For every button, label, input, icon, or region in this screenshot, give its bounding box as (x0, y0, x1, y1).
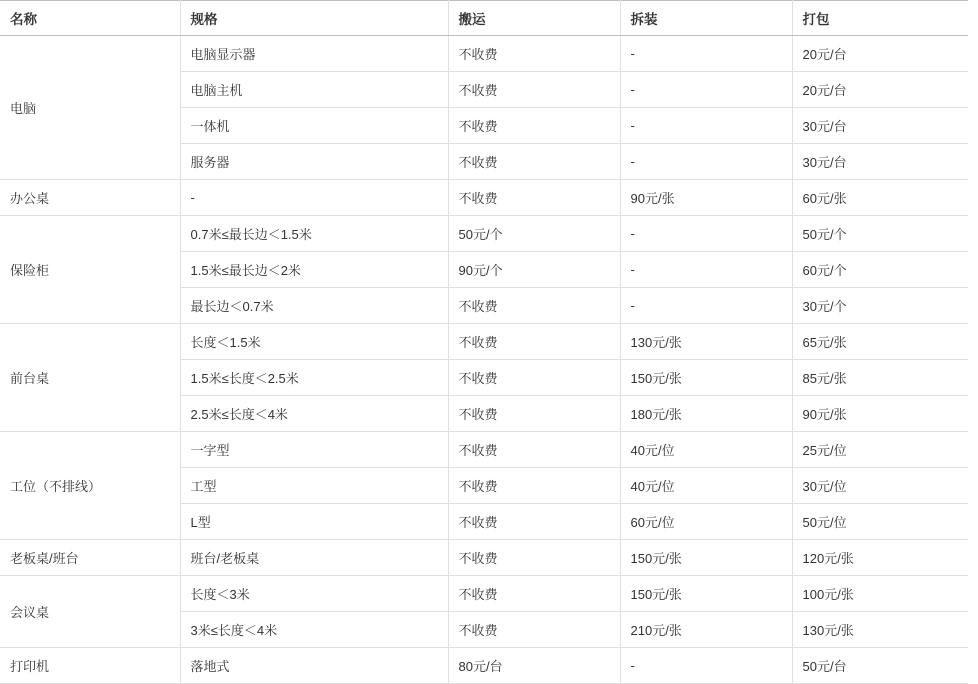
table-row (0, 432, 968, 468)
column-header-name: 名称 (0, 1, 180, 36)
row-group-name: 保险柜 (0, 216, 180, 324)
cell-move: 不收费 (448, 360, 620, 396)
table-row (0, 648, 968, 684)
table-header-row (0, 1, 968, 36)
cell-spec: 1.5米≤长度＜2.5米 (180, 360, 448, 396)
row-group-name: 电脑 (0, 36, 180, 180)
cell-spec: 电脑主机 (180, 72, 448, 108)
column-header-pack: 打包 (792, 1, 968, 36)
cell-disassemble: 210元/张 (620, 612, 792, 648)
row-group-name: 前台桌 (0, 324, 180, 432)
cell-disassemble: - (620, 216, 792, 252)
cell-pack: 20元/台 (792, 36, 968, 72)
table-row (0, 324, 968, 360)
cell-spec: 3米≤长度＜4米 (180, 612, 448, 648)
cell-spec: 2.5米≤长度＜4米 (180, 396, 448, 432)
cell-pack: 50元/个 (792, 216, 968, 252)
cell-spec: 1.5米≤最长边＜2米 (180, 252, 448, 288)
cell-disassemble: 90元/张 (620, 180, 792, 216)
cell-move: 不收费 (448, 468, 620, 504)
cell-disassemble: - (620, 252, 792, 288)
cell-pack: 60元/张 (792, 180, 968, 216)
cell-disassemble: 40元/位 (620, 432, 792, 468)
cell-move: 不收费 (448, 324, 620, 360)
table-row (0, 576, 968, 612)
cell-pack: 120元/张 (792, 540, 968, 576)
cell-spec: 一体机 (180, 108, 448, 144)
cell-pack: 20元/台 (792, 72, 968, 108)
cell-disassemble: 150元/张 (620, 576, 792, 612)
cell-move: 50元/个 (448, 216, 620, 252)
cell-spec: 长度＜3米 (180, 576, 448, 612)
cell-pack: 85元/张 (792, 360, 968, 396)
cell-move: 不收费 (448, 180, 620, 216)
cell-spec: 电脑显示器 (180, 36, 448, 72)
cell-disassemble: 40元/位 (620, 468, 792, 504)
row-group-name: 工位（不排线） (0, 432, 180, 540)
cell-move: 不收费 (448, 144, 620, 180)
cell-move: 不收费 (448, 108, 620, 144)
cell-move: 不收费 (448, 288, 620, 324)
cell-pack: 25元/位 (792, 432, 968, 468)
row-group-name: 打印机 (0, 648, 180, 684)
cell-disassemble: - (620, 648, 792, 684)
cell-move: 80元/台 (448, 648, 620, 684)
cell-disassemble: - (620, 36, 792, 72)
cell-spec: 0.7米≤最长边＜1.5米 (180, 216, 448, 252)
cell-disassemble: 150元/张 (620, 540, 792, 576)
column-header-disassemble: 拆装 (620, 1, 792, 36)
cell-disassemble: - (620, 288, 792, 324)
row-group-name: 会议桌 (0, 576, 180, 648)
cell-move: 90元/个 (448, 252, 620, 288)
cell-spec: 最长边＜0.7米 (180, 288, 448, 324)
cell-move: 不收费 (448, 540, 620, 576)
cell-disassemble: - (620, 144, 792, 180)
column-header-spec: 规格 (180, 1, 448, 36)
cell-pack: 30元/位 (792, 468, 968, 504)
cell-pack: 30元/台 (792, 108, 968, 144)
cell-move: 不收费 (448, 612, 620, 648)
cell-move: 不收费 (448, 504, 620, 540)
cell-spec: - (180, 180, 448, 216)
cell-disassemble: 150元/张 (620, 360, 792, 396)
cell-pack: 60元/个 (792, 252, 968, 288)
cell-spec: 落地式 (180, 648, 448, 684)
cell-move: 不收费 (448, 72, 620, 108)
cell-pack: 50元/台 (792, 648, 968, 684)
cell-move: 不收费 (448, 432, 620, 468)
table-row (0, 216, 968, 252)
row-group-name: 办公桌 (0, 180, 180, 216)
cell-disassemble: - (620, 72, 792, 108)
cell-pack: 30元/个 (792, 288, 968, 324)
cell-move: 不收费 (448, 36, 620, 72)
table-row (0, 36, 968, 72)
cell-spec: L型 (180, 504, 448, 540)
table-row (0, 540, 968, 576)
cell-spec: 服务器 (180, 144, 448, 180)
cell-disassemble: 130元/张 (620, 324, 792, 360)
cell-move: 不收费 (448, 396, 620, 432)
cell-pack: 65元/张 (792, 324, 968, 360)
cell-spec: 长度＜1.5米 (180, 324, 448, 360)
cell-spec: 一字型 (180, 432, 448, 468)
cell-move: 不收费 (448, 576, 620, 612)
cell-pack: 100元/张 (792, 576, 968, 612)
cell-disassemble: - (620, 108, 792, 144)
cell-disassemble: 180元/张 (620, 396, 792, 432)
cell-disassemble: 60元/位 (620, 504, 792, 540)
table-body (0, 36, 968, 684)
cell-spec: 工型 (180, 468, 448, 504)
table-header (0, 1, 968, 36)
cell-pack: 50元/位 (792, 504, 968, 540)
cell-pack: 30元/台 (792, 144, 968, 180)
cell-pack: 130元/张 (792, 612, 968, 648)
column-header-move: 搬运 (448, 1, 620, 36)
row-group-name: 老板桌/班台 (0, 540, 180, 576)
cell-pack: 90元/张 (792, 396, 968, 432)
table-row (0, 180, 968, 216)
cell-spec: 班台/老板桌 (180, 540, 448, 576)
